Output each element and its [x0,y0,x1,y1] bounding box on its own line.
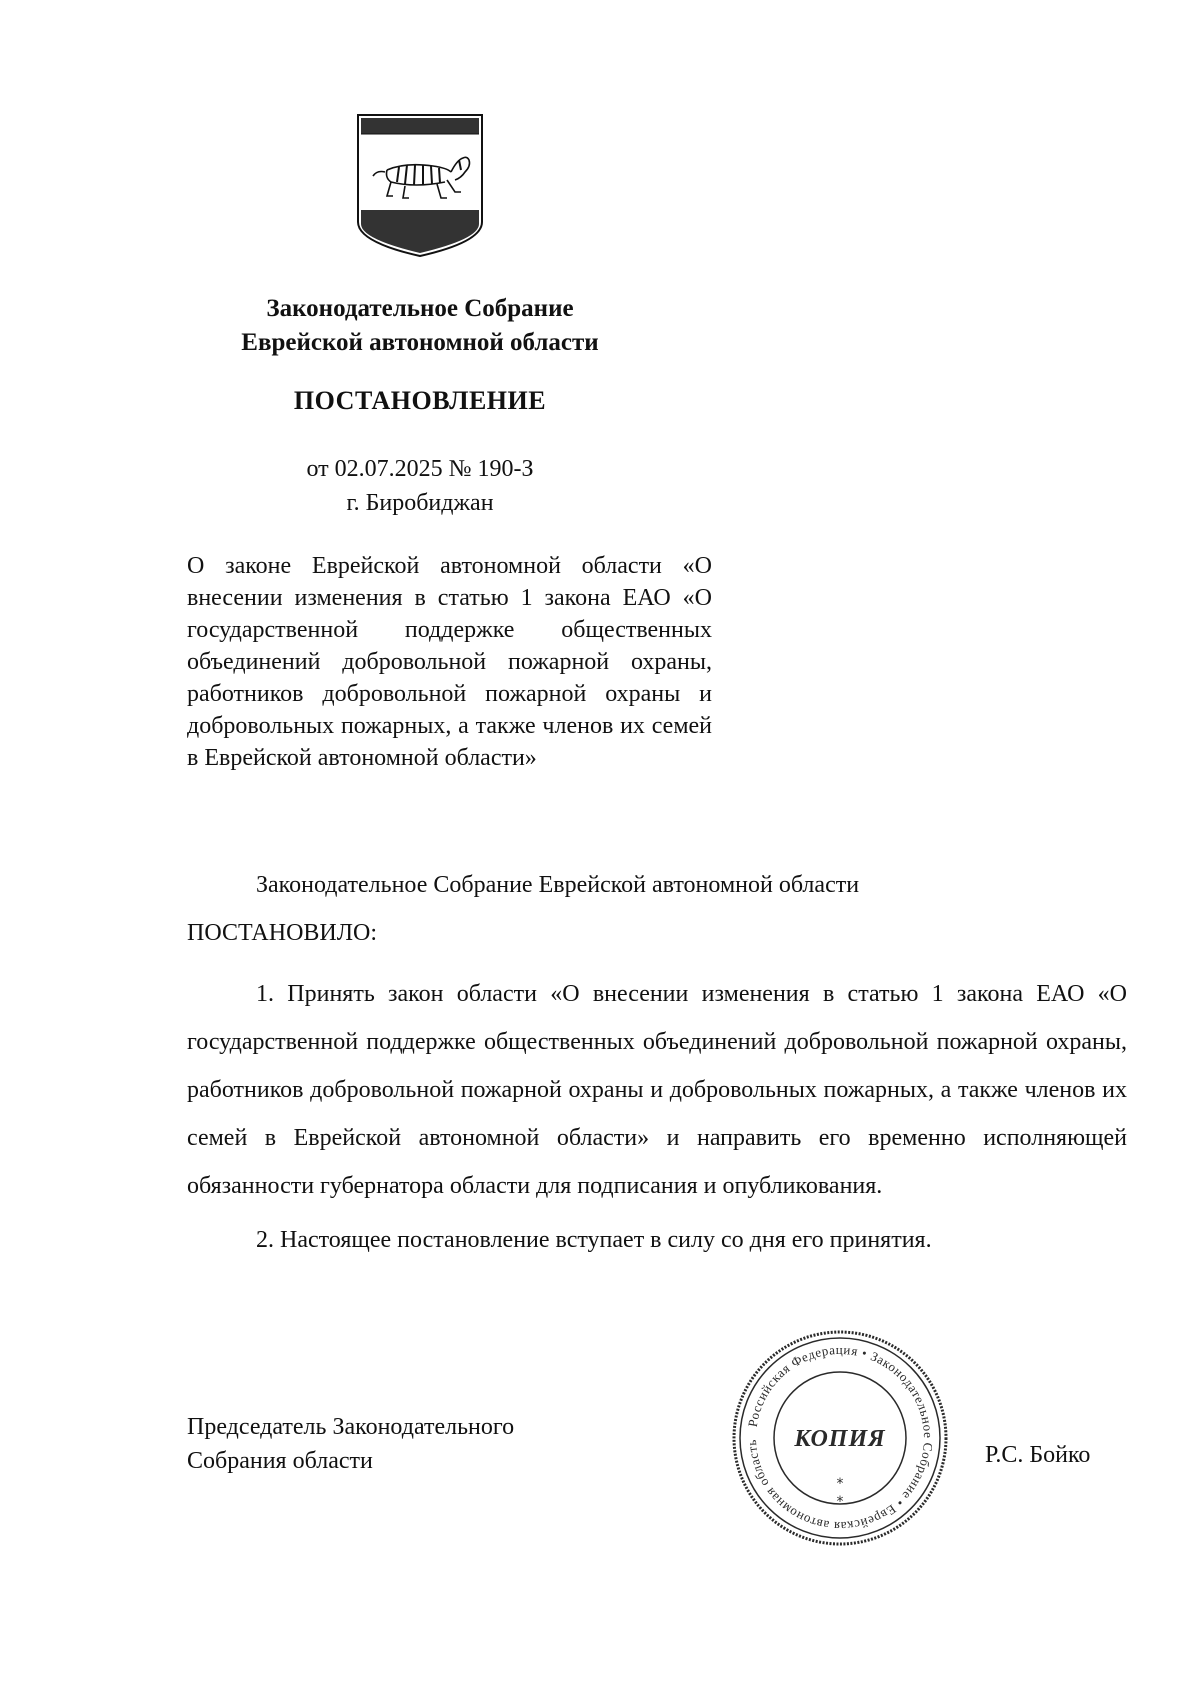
decision-item-1: 1. Принять закон области «О внесении изменения в статью 1 закона ЕАО «О государственной поддержке общественных объединений добровольной пожарной охраны, работников добровольной пожарной охраны и добровольных пожарных, а также членов их семей в Еврейской автономной области» и направить его временно исполняющей обязанности губернатора области для подписания и опубликования. [187,981,1127,1199]
signatory-title-line1: Председатель Законодательного [187,1414,515,1440]
tiger-coat-of-arms-icon [355,112,485,260]
document-date-number: от 02.07.2025 № 190-З [306,456,534,482]
document-city: г. Биробиджан [346,490,494,516]
organization-header [160,292,680,360]
document-subject: О законе Еврейской автономной области «О внесении изменения в статью 1 закона ЕАО «О государственной поддержке общественных объединений добровольной пожарной охраны, работников добровольной пожарной охраны и добровольных пожарных, а также членов их семей в Еврейской автономной области» [187,553,712,771]
document-type-title: ПОСТАНОВЛЕНИЕ [293,386,547,415]
decision-items [187,970,1127,1264]
decided-heading: ПОСТАНОВИЛО: [187,920,378,946]
organization-name-line1: Законодательное Собрание [266,295,574,322]
svg-text:*: * [836,1476,844,1492]
signatory-title [187,1410,514,1478]
signatory-title-line2: Собрания области [187,1448,373,1474]
round-seal-stamp [728,1326,952,1550]
decision-intro: Законодательное Собрание Еврейской автономной области [256,872,860,898]
seal-center-text: КОПИЯ [794,1426,886,1452]
signatory-name: Р.С. Бойко [985,1442,1091,1468]
document-date-block [160,452,680,520]
decision-item-2: 2. Настоящее постановление вступает в силу со дня его принятия. [256,1227,932,1253]
svg-text:*: * [836,1494,844,1510]
organization-name-line2: Еврейской автономной области [241,329,599,356]
seal-ring-text: Российская Федерация • Законодательное Собрание • Еврейская автономная область [743,1341,937,1535]
